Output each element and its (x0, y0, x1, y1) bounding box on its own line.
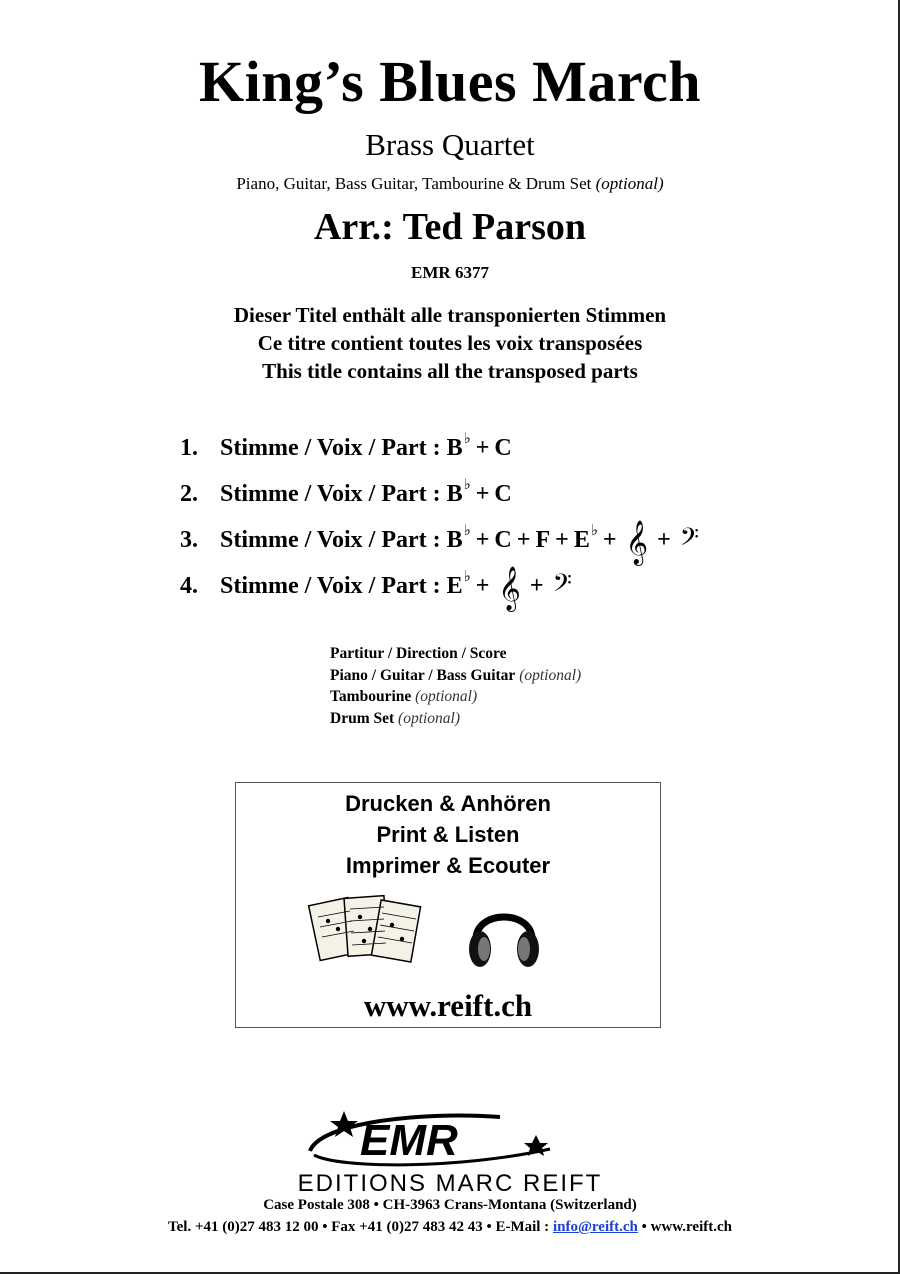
additional-parts-list (330, 643, 581, 729)
flat-icon: ♭ (590, 522, 598, 539)
emr-logo (300, 1103, 590, 1173)
part-label: Stimme / Voix / Part : (220, 572, 441, 599)
ensemble-subtitle: Brass Quartet (365, 127, 535, 162)
headphones-icon (464, 895, 544, 973)
plus-sign: + (475, 572, 490, 599)
plus-sign: + (602, 526, 617, 553)
part-label: Stimme / Voix / Part : (220, 526, 441, 553)
key-c: C (494, 480, 512, 507)
catalog-number: EMR 6377 (411, 263, 489, 282)
language-line-fr: Ce titre contient toutes les voix transposées (257, 331, 643, 355)
list-item: Drum Set (optional) (330, 709, 461, 727)
language-line-de: Dieser Titel enthält alle transponierten Stimmen (233, 303, 667, 327)
plus-sign: + (657, 526, 671, 553)
promo-line-de: Drucken & Anhören (345, 791, 551, 816)
list-item: Partitur / Direction / Score (330, 645, 507, 662)
flat-icon: ♭ (463, 476, 471, 493)
part-number: 1. (180, 434, 198, 461)
plus-sign: + (475, 526, 490, 553)
plus-sign: + (529, 572, 544, 599)
list-item: Piano / Guitar / Bass Guitar (optional) (330, 666, 582, 684)
bass-clef-icon: 𝄢 (679, 522, 700, 558)
key-b: B (446, 526, 463, 553)
bass-clef-icon: 𝄢 (552, 568, 572, 604)
part-row (180, 517, 699, 563)
publisher-name: EDITIONS MARC REIFT (297, 1170, 603, 1197)
contact-website[interactable]: • www.reift.ch (641, 1219, 732, 1235)
key-c: C (494, 434, 512, 461)
print-listen-box (235, 782, 661, 1028)
flat-icon: ♭ (463, 430, 471, 447)
email-link[interactable]: info@reift.ch (552, 1219, 638, 1235)
promo-line-en: Print & Listen (376, 822, 520, 847)
treble-clef-icon: 𝄞 (498, 565, 521, 610)
publisher-address: Case Postale 308 • CH-3963 Crans-Montana (Switzerland) (263, 1197, 637, 1213)
part-number: 4. (180, 572, 198, 599)
svg-text:EMR: EMR (360, 1116, 458, 1165)
plus-sign: + (475, 434, 490, 461)
part-row (180, 563, 699, 609)
flat-icon: ♭ (463, 522, 471, 539)
part-row (180, 471, 699, 517)
treble-clef-icon: 𝄞 (625, 519, 649, 564)
arranger: Arr.: Ted Parson (313, 206, 586, 248)
piece-title: King’s Blues March (198, 49, 702, 114)
key-f: F (535, 526, 551, 553)
parts-list (180, 425, 699, 609)
key-c: C (494, 526, 512, 553)
instrumentation-text: Piano, Guitar, Bass Guitar, Tambourine & Drum Set (236, 174, 592, 193)
key-e: E (573, 526, 590, 553)
publisher-contact (0, 1219, 900, 1236)
list-item: Tambourine (optional) (330, 688, 478, 705)
part-label: Stimme / Voix / Part : (220, 480, 441, 507)
part-number: 2. (180, 480, 198, 507)
key-e: E (446, 572, 463, 599)
language-line-en: This title contains all the transposed parts (262, 359, 638, 383)
website-link[interactable]: www.reift.ch (363, 988, 533, 1023)
part-row (180, 425, 699, 471)
part-number: 3. (180, 526, 198, 553)
flat-icon: ♭ (463, 568, 471, 585)
contact-phone-fax: Tel. +41 (0)27 483 12 00 • Fax +41 (0)27 483 42 43 • E-Mail : (168, 1219, 550, 1235)
sheet-music-icon (306, 891, 426, 971)
part-label: Stimme / Voix / Part : (220, 434, 441, 461)
instrumentation-line (0, 174, 900, 194)
plus-sign: + (516, 526, 531, 553)
optional-note: (optional) (595, 174, 664, 193)
plus-sign: + (475, 480, 490, 507)
promo-line-fr: Imprimer & Ecouter (345, 853, 551, 878)
key-b: B (446, 480, 463, 507)
plus-sign: + (555, 526, 569, 553)
key-b: B (446, 434, 463, 461)
